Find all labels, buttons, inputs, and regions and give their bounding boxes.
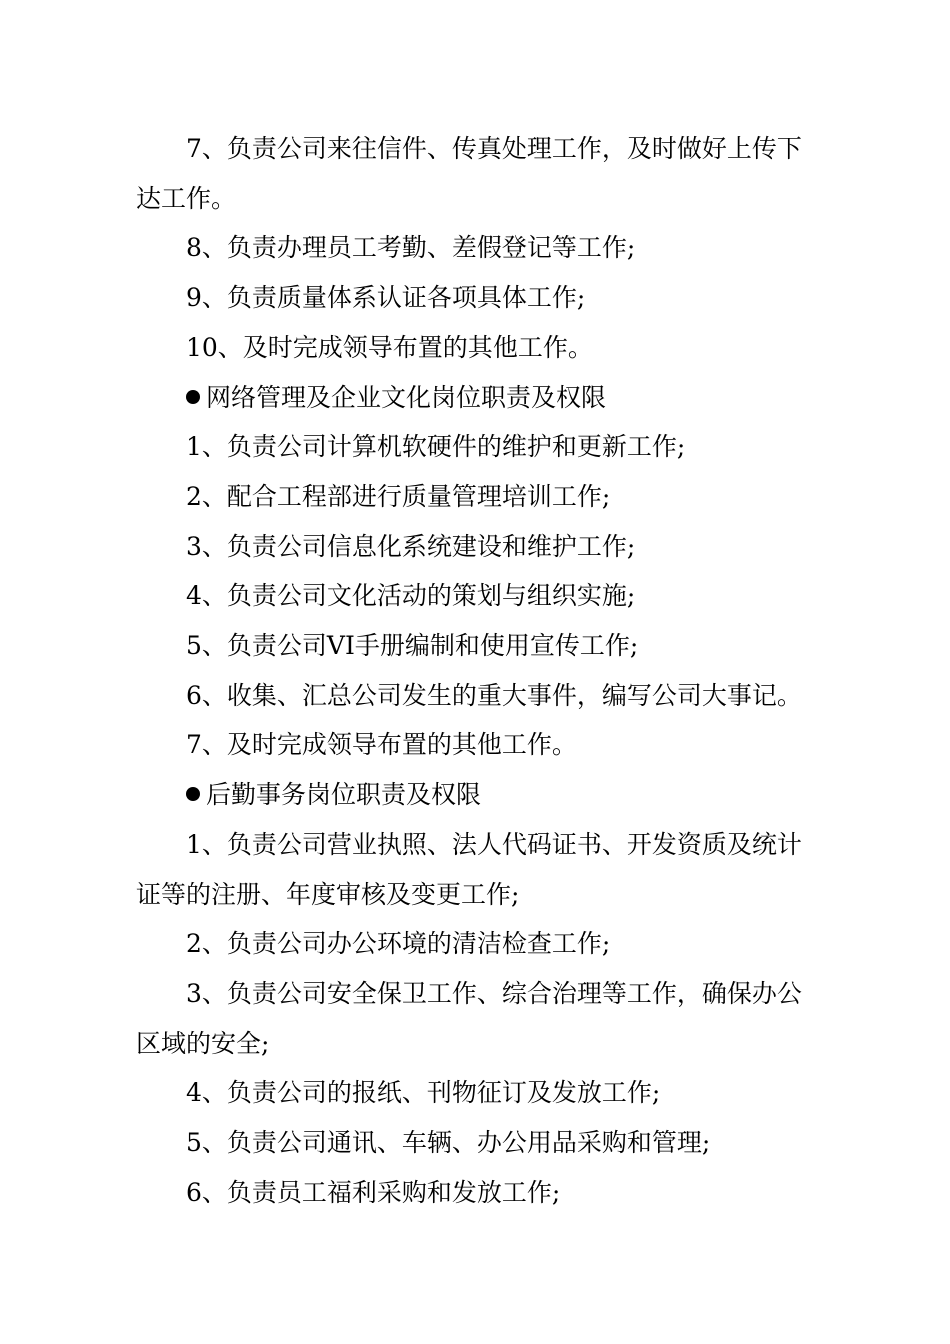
- list-item: 10、及时完成领导布置的其他工作。: [186, 332, 593, 362]
- list-item: 1、负责公司计算机软硬件的维护和更新工作;: [186, 432, 686, 462]
- list-item: 4、负责公司文化活动的策划与组织实施;: [186, 581, 636, 611]
- document-body: [136, 124, 826, 1217]
- list-item: 6、负责员工福利采购和发放工作;: [186, 1177, 561, 1207]
- list-item: 4、负责公司的报纸、刊物征订及发放工作;: [186, 1078, 661, 1108]
- list-item: 6、收集、汇总公司发生的重大事件，编写公司大事记。: [186, 680, 802, 710]
- section-heading-text: 后勤事务岗位职责及权限: [206, 780, 482, 810]
- bullet-icon: [186, 390, 200, 404]
- list-item: 1、负责公司营业执照、法人代码证书、开发资质及统计证等的注册、年度审核及变更工作;: [136, 829, 802, 909]
- list-item: 8、负责办理员工考勤、差假登记等工作;: [186, 233, 636, 263]
- list-item: 2、配合工程部进行质量管理培训工作;: [186, 481, 611, 511]
- list-item: 9、负责质量体系认证各项具体工作;: [186, 283, 586, 313]
- section-heading-text: 网络管理及企业文化岗位职责及权限: [206, 382, 607, 412]
- list-item: 7、负责公司来往信件、传真处理工作，及时做好上传下达工作。: [136, 134, 802, 213]
- section-heading: [136, 373, 826, 423]
- list-item: 5、负责公司VI手册编制和使用宣传工作;: [186, 631, 639, 661]
- list-item: 2、负责公司办公环境的清洁检查工作;: [186, 929, 611, 959]
- bullet-icon: [186, 787, 200, 801]
- list-item: 7、及时完成领导布置的其他工作。: [186, 730, 577, 760]
- section-heading: [136, 770, 826, 820]
- list-item: 3、负责公司信息化系统建设和维护工作;: [186, 531, 636, 561]
- list-item: 3、负责公司安全保卫工作、综合治理等工作，确保办公区域的安全;: [136, 978, 802, 1058]
- list-item: 5、负责公司通讯、车辆、办公用品采购和管理;: [186, 1128, 711, 1158]
